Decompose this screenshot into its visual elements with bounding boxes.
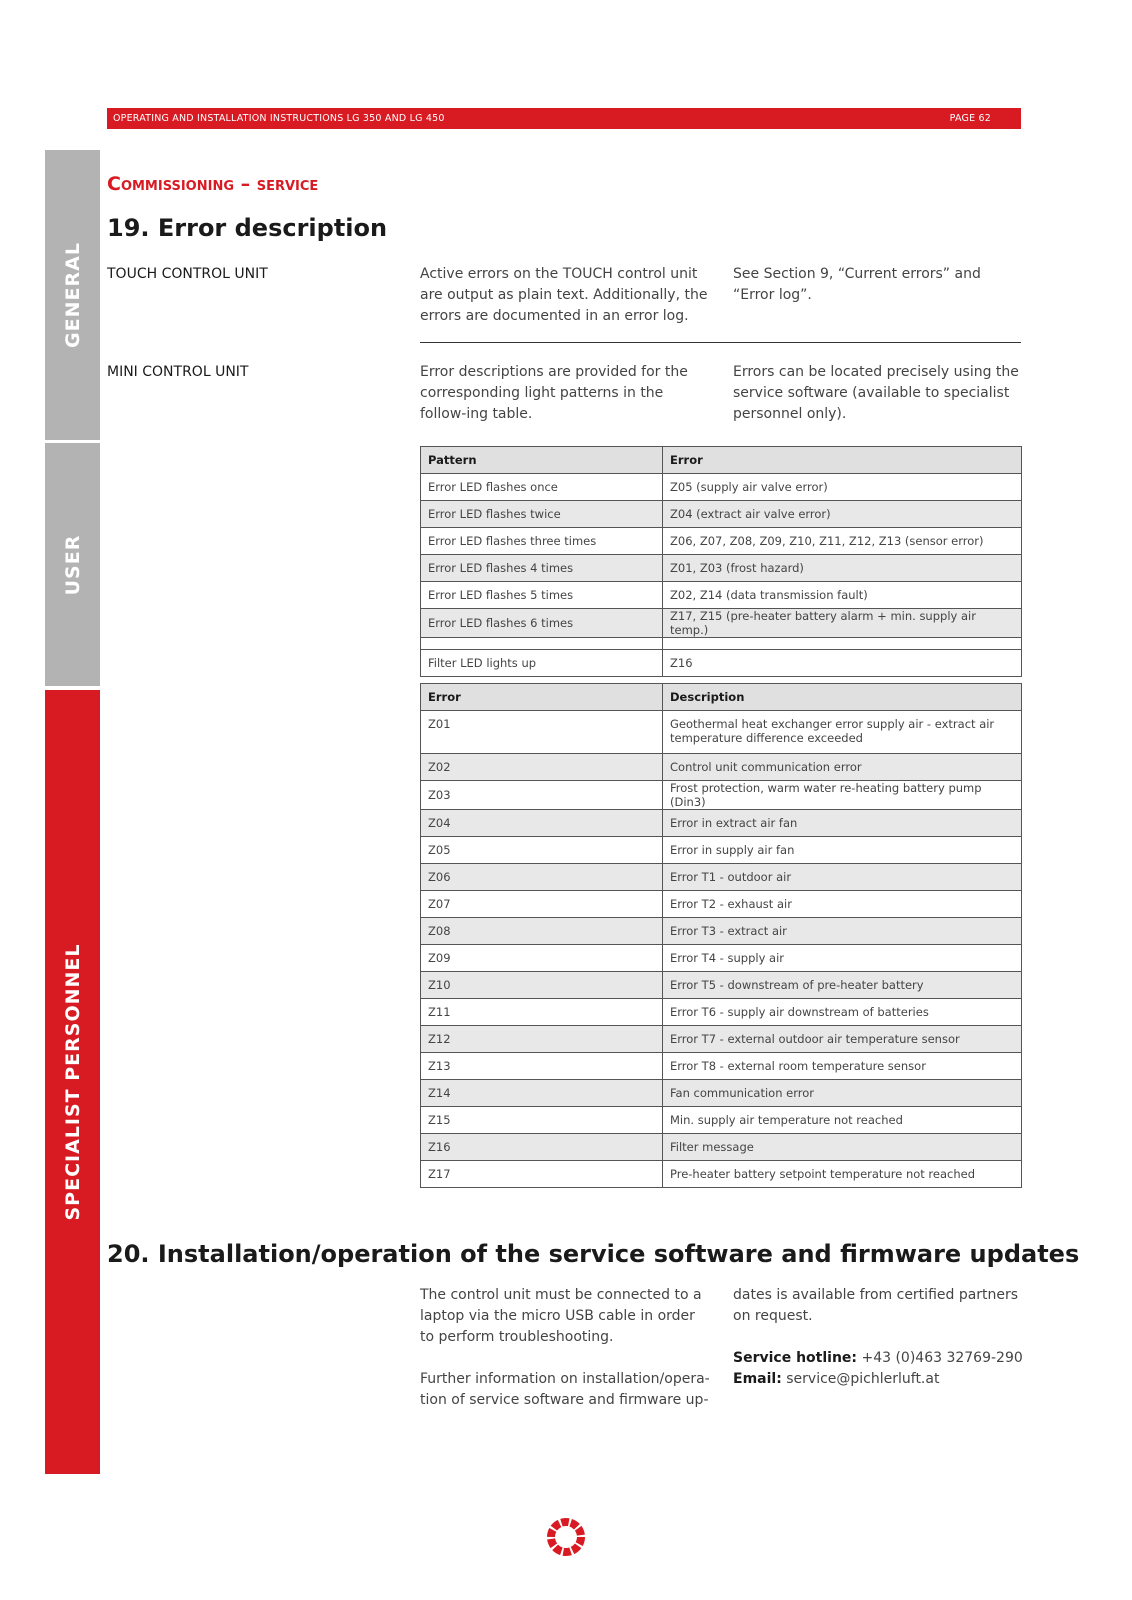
touch-control-label: TOUCH CONTROL UNIT — [107, 266, 268, 282]
table-header-row — [421, 447, 1022, 474]
pattern-cell: Error LED flashes twice — [421, 501, 663, 528]
table-row — [421, 1134, 1022, 1161]
pattern-cell: Error LED flashes three times — [421, 528, 663, 555]
error-description-cell: Control unit communication error — [663, 754, 1022, 781]
section-20-paragraph-2: Further information on installation/opera-tion of service software and firmware up- — [420, 1371, 710, 1408]
error-cell: Z05 (supply air valve error) — [663, 474, 1022, 501]
service-hotline-label: Service hotline: — [733, 1350, 858, 1366]
error-description-cell: Min. supply air temperature not reached — [663, 1107, 1022, 1134]
error-code-cell: Z04 — [421, 810, 663, 837]
error-description-cell: Filter message — [663, 1134, 1022, 1161]
error-description-cell: Fan communication error — [663, 1080, 1022, 1107]
error-code-cell: Z16 — [421, 1134, 663, 1161]
spacer-cell — [421, 638, 663, 650]
section-20-paragraph-1: The control unit must be connected to a laptop via the micro USB cable in order to perform troubleshooting. — [420, 1287, 702, 1345]
error-code-cell: Z15 — [421, 1107, 663, 1134]
table-row — [421, 1053, 1022, 1080]
table-row — [421, 528, 1022, 555]
section-20-heading: 20. Installation/operation of the service software and firmware updates — [107, 1240, 1080, 1268]
table-row — [421, 837, 1022, 864]
error-description-cell: Error T5 - downstream of pre-heater battery — [663, 972, 1022, 999]
error-description-cell: Error T4 - supply air — [663, 945, 1022, 972]
pattern-cell: Error LED flashes 4 times — [421, 555, 663, 582]
table-row — [421, 609, 1022, 638]
pattern-cell: Filter LED lights up — [421, 650, 663, 677]
header-cell: Pattern — [421, 447, 663, 474]
table-row — [421, 711, 1022, 754]
table-row — [421, 1161, 1022, 1188]
error-description-cell: Geothermal heat exchanger error supply air - extract air temperature difference exceeded — [663, 711, 1022, 754]
error-cell: Z04 (extract air valve error) — [663, 501, 1022, 528]
table-row — [421, 810, 1022, 837]
error-code-cell: Z13 — [421, 1053, 663, 1080]
error-code-cell: Z01 — [421, 711, 663, 754]
error-description-cell: Error T1 - outdoor air — [663, 864, 1022, 891]
error-code-cell: Z11 — [421, 999, 663, 1026]
table-row — [421, 1026, 1022, 1053]
error-cell: Z02, Z14 (data transmission fault) — [663, 582, 1022, 609]
service-email-address[interactable]: service@pichlerluft.at — [781, 1371, 940, 1387]
tab-specialist-label: SPECIALIST PERSONNEL — [61, 943, 84, 1221]
mini-control-label: MINI CONTROL UNIT — [107, 364, 249, 380]
error-code-cell: Z06 — [421, 864, 663, 891]
page-header-bar — [107, 108, 1021, 129]
table-row — [421, 501, 1022, 528]
spacer-cell — [663, 638, 1022, 650]
table-spacer-row — [421, 638, 1022, 650]
section-19-heading: 19. Error description — [107, 214, 388, 242]
error-cell: Z16 — [663, 650, 1022, 677]
tab-specialist-personnel[interactable] — [45, 690, 100, 1474]
tab-general-label: GENERAL — [61, 242, 84, 348]
error-description-cell: Error T8 - external room temperature sensor — [663, 1053, 1022, 1080]
error-code-cell: Z09 — [421, 945, 663, 972]
service-hotline-number[interactable]: +43 (0)463 32769-290 — [857, 1350, 1023, 1366]
table-header-row — [421, 684, 1022, 711]
error-code-cell: Z07 — [421, 891, 663, 918]
error-cell: Z06, Z07, Z08, Z09, Z10, Z11, Z12, Z13 (sensor error) — [663, 528, 1022, 555]
tab-user-label: USER — [61, 534, 84, 595]
error-code-cell: Z12 — [421, 1026, 663, 1053]
error-code-cell: Z10 — [421, 972, 663, 999]
error-code-cell: Z14 — [421, 1080, 663, 1107]
error-table — [420, 683, 1022, 1188]
service-hotline — [733, 1348, 1023, 1369]
error-cell: Z17, Z15 (pre-heater battery alarm + min. supply air temp.) — [663, 609, 1022, 638]
pattern-cell: Error LED flashes 5 times — [421, 582, 663, 609]
table-row — [421, 864, 1022, 891]
touch-description: Active errors on the TOUCH control unit are output as plain text. Additionally, the errors are documented in an error log. — [420, 266, 708, 324]
table-row — [421, 1080, 1022, 1107]
mini-description: Error descriptions are provided for the corresponding light patterns in the follow-ing table. — [420, 364, 688, 422]
mini-reference: Errors can be located precisely using the service software (available to specialist personnel only). — [733, 364, 1019, 422]
table-row — [421, 474, 1022, 501]
section-20-paragraph-3: dates is available from certified partners on request. — [733, 1287, 1019, 1324]
table-row — [421, 582, 1022, 609]
table-row — [421, 891, 1022, 918]
error-code-cell: Z05 — [421, 837, 663, 864]
divider — [420, 342, 1021, 343]
error-code-cell: Z02 — [421, 754, 663, 781]
touch-reference: See Section 9, “Current errors” and “Error log”. — [733, 266, 981, 303]
table-row — [421, 781, 1022, 810]
tab-general[interactable] — [45, 150, 100, 440]
table-row — [421, 999, 1022, 1026]
table-row — [421, 972, 1022, 999]
error-description-cell: Error T3 - extract air — [663, 918, 1022, 945]
table-row — [421, 945, 1022, 972]
error-description-cell: Error in extract air fan — [663, 810, 1022, 837]
table-row — [421, 754, 1022, 781]
error-cell: Z01, Z03 (frost hazard) — [663, 555, 1022, 582]
table-row — [421, 918, 1022, 945]
document-title: OPERATING AND INSTALLATION INSTRUCTIONS LG 350 AND LG 450 — [113, 113, 445, 124]
section-kicker: Commissioning – service — [107, 173, 319, 195]
tab-user[interactable] — [45, 443, 100, 686]
error-description-cell: Error T7 - external outdoor air temperature sensor — [663, 1026, 1022, 1053]
error-description-cell: Frost protection, warm water re-heating battery pump (Din3) — [663, 781, 1022, 810]
header-cell: Error — [421, 684, 663, 711]
error-description-cell: Error T2 - exhaust air — [663, 891, 1022, 918]
service-email-label: Email: — [733, 1371, 782, 1387]
table-row — [421, 1107, 1022, 1134]
table-row — [421, 555, 1022, 582]
error-code-cell: Z17 — [421, 1161, 663, 1188]
error-description-cell: Error T6 - supply air downstream of batteries — [663, 999, 1022, 1026]
pattern-cell: Error LED flashes once — [421, 474, 663, 501]
header-cell: Error — [663, 447, 1022, 474]
error-code-cell: Z08 — [421, 918, 663, 945]
error-description-cell: Error in supply air fan — [663, 837, 1022, 864]
header-cell: Description — [663, 684, 1022, 711]
error-description-cell: Pre-heater battery setpoint temperature not reached — [663, 1161, 1022, 1188]
error-code-cell: Z03 — [421, 781, 663, 810]
table-row — [421, 650, 1022, 677]
page-number: PAGE 62 — [949, 113, 991, 124]
pattern-table — [420, 446, 1022, 677]
service-email — [733, 1369, 1023, 1390]
brand-logo-icon — [546, 1517, 586, 1557]
pattern-cell: Error LED flashes 6 times — [421, 609, 663, 638]
